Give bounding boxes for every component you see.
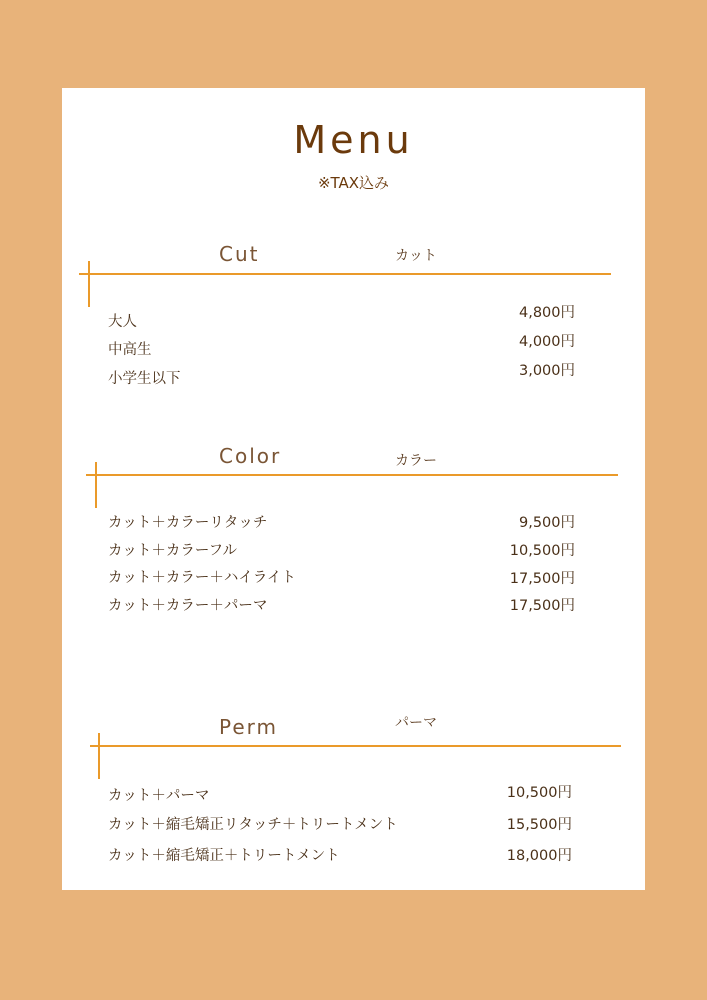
menu-title: Menu [293,118,414,162]
item-price: 17,500円 [509,571,575,587]
menu-card [62,88,645,890]
list-item: カット＋カラー＋パーマ [108,598,268,614]
item-price: 15,500円 [506,817,572,833]
item-price: 10,500円 [506,785,572,801]
item-price: 10,500円 [509,543,575,559]
perm-heading-en: Perm [219,715,279,739]
list-item: 中高生 [108,342,152,358]
color-heading-en: Color [219,444,282,468]
perm-heading-ja: パーマ [395,715,437,731]
item-price: 17,500円 [509,598,575,614]
cut-heading-ja: カット [395,248,437,264]
list-item: カット＋パーマ [108,788,210,804]
perm-divider-tick [98,733,100,779]
list-item: カット＋カラー＋ハイライト [108,570,296,586]
color-divider-tick [95,462,97,508]
list-item: カット＋縮毛矯正＋トリートメント [108,848,340,864]
color-divider-line [86,474,618,476]
item-price: 3,000円 [518,363,575,379]
cut-divider-tick [88,261,90,307]
list-item: 小学生以下 [108,371,181,387]
perm-divider-line [90,745,621,747]
item-price: 4,800円 [518,305,575,321]
cut-heading-en: Cut [219,242,260,266]
color-heading-ja: カラー [395,453,437,469]
item-price: 9,500円 [518,515,575,531]
list-item: 大人 [108,314,137,330]
list-item: カット＋縮毛矯正リタッチ＋トリートメント [108,817,398,833]
cut-divider-line [79,273,611,275]
list-item: カット＋カラーフル [108,543,238,559]
item-price: 4,000円 [518,334,575,350]
item-price: 18,000円 [506,848,572,864]
list-item: カット＋カラーリタッチ [108,515,268,531]
tax-note: ※TAX込み [317,174,390,192]
